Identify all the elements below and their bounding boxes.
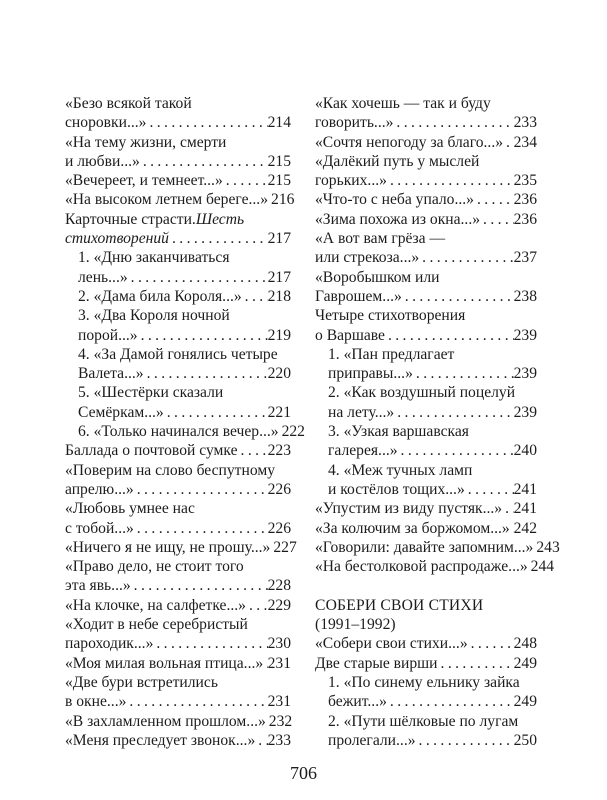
toc-line — [315, 171, 537, 190]
spacer — [315, 576, 537, 595]
dot-leader — [146, 113, 267, 132]
entry-page-number: 250 — [513, 731, 537, 749]
entry-title: 6. «Только начинался вечер...» — [78, 423, 279, 441]
entry-page-number: 221 — [267, 403, 291, 421]
entry-title: «Собери свои стихи...» — [315, 635, 468, 653]
toc-line — [315, 654, 537, 673]
toc-line — [65, 576, 291, 595]
toc-line — [315, 364, 537, 383]
toc-line — [315, 287, 537, 306]
entry-page-number: 242 — [513, 519, 537, 537]
entry-title: 2. «Как воздушный поцелуй — [328, 384, 516, 402]
toc-line — [65, 422, 305, 441]
entry-title: бежит...» — [328, 693, 387, 711]
entry-title: «На высоком летнем береге...» — [65, 191, 269, 209]
toc-line — [315, 692, 537, 711]
dot-leader — [134, 480, 268, 499]
entry-page-number: 234 — [513, 133, 537, 151]
entry-title-italic: стихотворений — [65, 230, 169, 248]
toc-line — [315, 422, 537, 441]
entry-title: 1. «Пан предлагает — [328, 345, 455, 363]
dot-leader — [140, 152, 268, 171]
entry-title: «Любовь умнее нас — [65, 500, 195, 518]
dot-leader — [393, 113, 513, 132]
entry-title: эта явь...» — [65, 577, 131, 595]
entry-title: на лету...» — [328, 403, 395, 421]
dot-leader — [126, 692, 267, 711]
toc-line — [315, 383, 537, 402]
entry-title: Семёркам...» — [78, 403, 164, 421]
toc-line — [315, 731, 537, 750]
toc-line — [65, 190, 295, 209]
entry-title: «Говорили: давайте запомним...» — [315, 538, 534, 556]
toc-line — [65, 268, 291, 287]
entry-title: порой...» — [78, 326, 138, 344]
dot-leader — [238, 441, 268, 460]
toc-line — [315, 190, 537, 209]
entry-title: 2. «Пути шёлковые по лугам — [328, 712, 519, 730]
entry-title: «Меня преследует звонок...» — [65, 731, 256, 749]
toc-line — [65, 229, 291, 248]
toc-line — [65, 210, 291, 229]
entry-title: галерея...» — [328, 442, 398, 460]
dot-leader — [468, 634, 514, 653]
toc-line — [65, 152, 291, 171]
entry-page-number: 243 — [536, 538, 560, 556]
entry-title: Две старые вирши — [315, 654, 438, 672]
dot-leader — [246, 596, 268, 615]
toc-line — [315, 615, 537, 634]
entry-title: Валета...» — [78, 365, 144, 383]
entry-page-number: 235 — [513, 172, 537, 190]
entry-title: «Вечереет, и темнеет...» — [65, 172, 223, 190]
entry-title: «Как хочешь — так и буду — [315, 95, 491, 112]
toc-line — [65, 519, 291, 538]
entry-title: «Ничего я не ищу, не прошу...» — [65, 538, 271, 556]
entry-title: «В захламленном прошлом...» — [65, 712, 266, 730]
toc-line — [315, 326, 537, 345]
dot-leader — [242, 287, 268, 306]
entry-page-number: 248 — [513, 635, 537, 653]
entry-page-number: 236 — [513, 210, 537, 228]
entry-title: «На тему жизни, смерти — [65, 133, 227, 151]
toc-line — [315, 268, 537, 287]
entry-page-number: 231 — [267, 693, 291, 711]
toc-line — [65, 113, 291, 132]
toc-line — [315, 538, 560, 557]
entry-title: говорить...» — [315, 114, 394, 132]
toc-line — [65, 654, 291, 673]
toc-line — [65, 403, 291, 422]
toc-line — [65, 557, 291, 576]
entry-title: «Что-то с неба упало...» — [315, 191, 474, 209]
toc-left-column — [65, 94, 305, 750]
entry-title: Четыре стихотворения — [315, 307, 466, 325]
entry-title: «Моя милая вольная птица...» — [65, 654, 264, 672]
toc-line — [315, 634, 537, 653]
section-heading — [315, 596, 537, 615]
toc-line — [65, 615, 291, 634]
toc-line — [65, 634, 291, 653]
toc-right-column — [315, 94, 560, 750]
entry-page-number: 239 — [513, 365, 537, 383]
toc-line — [65, 461, 291, 480]
entry-page-number: 236 — [513, 191, 537, 209]
dot-leader — [419, 248, 513, 267]
toc-line — [315, 480, 537, 499]
entry-title: «Упустим из виду пустяк...» — [315, 500, 503, 518]
dot-leader — [169, 229, 268, 248]
toc-line — [65, 499, 291, 518]
toc-line — [65, 94, 291, 113]
toc-line — [65, 326, 291, 345]
entry-page-number: 241 — [513, 480, 537, 498]
entry-page-number: 249 — [513, 693, 537, 711]
entry-title: 2. «Дама била Короля...» — [78, 287, 242, 305]
toc-line — [65, 287, 291, 306]
dot-leader — [387, 692, 514, 711]
toc-line — [315, 519, 537, 538]
toc-line — [315, 133, 537, 152]
toc-line — [65, 248, 291, 267]
entry-page-number: 222 — [281, 423, 305, 441]
entry-title: СОБЕРИ СВОИ СТИХИ — [315, 596, 484, 614]
toc-line — [315, 712, 537, 731]
entry-title: в окне...» — [65, 693, 127, 711]
entry-page-number: 241 — [513, 500, 537, 518]
entry-title: 3. «Два Короля ночной — [78, 307, 230, 325]
toc-line — [65, 364, 291, 383]
entry-page-number: 223 — [267, 442, 291, 460]
toc-line — [65, 538, 297, 557]
page-number: 706 — [290, 763, 317, 783]
toc-line — [315, 113, 537, 132]
entry-title: пролегали...» — [328, 731, 416, 749]
entry-title: «Поверим на слово беспутному — [65, 461, 275, 479]
toc-line — [315, 461, 537, 480]
entry-title: 3. «Узкая варшавская — [328, 423, 469, 441]
entry-title-italic: Шесть — [195, 210, 245, 228]
entry-title: «Воробышком или — [315, 268, 440, 286]
entry-page-number: 244 — [530, 558, 555, 576]
toc-line — [315, 441, 537, 460]
entry-page-number: 233 — [267, 731, 291, 749]
entry-page-number: 233 — [513, 114, 537, 132]
toc-line — [315, 673, 537, 692]
entry-page-number: 218 — [267, 287, 291, 305]
entry-page-number: 238 — [513, 287, 537, 305]
entry-title: «А вот вам грёза — — [315, 230, 446, 248]
entry-title: 4. «За Дамой гонялись четыре — [78, 345, 278, 363]
dot-leader — [164, 403, 268, 422]
toc-line — [65, 133, 291, 152]
dot-leader — [503, 133, 514, 152]
entry-page-number: 215 — [267, 152, 291, 170]
entry-title: или стрекоза...» — [315, 249, 420, 267]
dot-leader — [138, 326, 268, 345]
entry-title: «Далёкий путь у мыслей — [315, 152, 480, 170]
entry-page-number: 232 — [268, 712, 293, 730]
toc-line — [315, 152, 537, 171]
entry-page-number: 219 — [267, 326, 291, 344]
toc-line — [315, 306, 537, 325]
dot-leader — [438, 654, 514, 673]
entry-title: горьких...» — [315, 172, 387, 190]
entry-page-number: 220 — [267, 365, 291, 383]
entry-title: 5. «Шестёрки сказали — [78, 384, 224, 402]
dot-leader — [402, 287, 514, 306]
dot-leader — [131, 576, 268, 595]
toc-line — [315, 248, 537, 267]
toc-line — [315, 499, 537, 518]
entry-page-number: 215 — [267, 172, 291, 190]
dot-leader — [413, 364, 514, 383]
entry-title: Гаврошем...» — [315, 287, 402, 305]
dot-leader — [385, 326, 514, 345]
entry-title: «На бестолковой распродаже...» — [315, 558, 528, 576]
entry-title: и любви...» — [65, 152, 140, 170]
dot-leader — [502, 499, 514, 518]
entry-page-number: 239 — [513, 326, 537, 344]
entry-page-number: 230 — [267, 635, 291, 653]
entry-title: с тобой...» — [65, 519, 134, 537]
toc-line — [315, 557, 555, 576]
toc-line — [65, 306, 291, 325]
dot-leader — [255, 731, 267, 750]
entry-title: (1991–1992) — [315, 616, 396, 634]
entry-title: «Безо всякой такой — [65, 95, 192, 112]
entry-page-number: 239 — [513, 403, 537, 421]
entry-page-number: 216 — [271, 191, 295, 209]
dot-leader — [416, 731, 514, 750]
entry-title: «Две бури встретились — [65, 673, 218, 691]
entry-title: сноровки...» — [65, 114, 147, 132]
entry-title: пароходик...» — [65, 635, 154, 653]
toc-line — [65, 596, 291, 615]
entry-page-number: 229 — [267, 596, 291, 614]
entry-page-number: 237 — [513, 249, 537, 267]
entry-title: 1. «По синему ельнику зайка — [328, 673, 520, 691]
entry-page-number: 226 — [267, 519, 291, 537]
entry-title: «Зима похожа из окна...» — [315, 210, 481, 228]
entry-page-number: 214 — [267, 114, 291, 132]
dot-leader — [465, 480, 514, 499]
dot-leader — [144, 364, 268, 383]
toc-line — [65, 731, 291, 750]
entry-title: апрелю...» — [65, 480, 134, 498]
toc-line — [65, 480, 291, 499]
entry-title: «На клочке, на салфетке...» — [65, 596, 246, 614]
toc-line — [315, 94, 537, 113]
toc-line — [65, 171, 291, 190]
entry-page-number: 217 — [267, 268, 291, 286]
toc-line — [65, 712, 291, 731]
entry-page-number: 240 — [513, 442, 537, 460]
dot-leader — [480, 210, 514, 229]
dot-leader — [398, 441, 514, 460]
entry-title: «Ходит в небе серебристый — [65, 616, 248, 634]
toc-line — [65, 692, 291, 711]
entry-title: «За колючим за боржомом...» — [315, 519, 510, 537]
entry-title: Баллада о почтовой сумке — [65, 442, 238, 460]
toc-line — [65, 441, 291, 460]
toc-line — [65, 673, 291, 692]
toc-line — [315, 345, 537, 364]
dot-leader — [153, 634, 267, 653]
toc-line — [315, 229, 537, 248]
entry-title: о Варшаве — [315, 326, 385, 344]
entry-title: приправы...» — [328, 365, 413, 383]
toc-line — [315, 403, 537, 422]
dot-leader — [387, 171, 514, 190]
dot-leader — [394, 403, 513, 422]
entry-title: лень...» — [78, 268, 128, 286]
entry-page-number: 249 — [513, 654, 537, 672]
entry-title: и костёлов тощих...» — [328, 480, 465, 498]
entry-title: 4. «Меж тучных ламп — [328, 461, 473, 479]
dot-leader — [223, 171, 268, 190]
entry-title: Карточные страсти. — [65, 210, 196, 228]
dot-leader — [474, 190, 514, 209]
dot-leader — [128, 268, 268, 287]
entry-title: 1. «Дню заканчиваться — [78, 249, 230, 267]
toc-line — [65, 383, 291, 402]
entry-page-number: 228 — [267, 577, 291, 595]
entry-title: «Сочтя непогоду за благо...» — [315, 133, 504, 151]
toc-line — [315, 210, 537, 229]
entry-page-number: 226 — [267, 480, 291, 498]
entry-page-number: 227 — [273, 538, 297, 556]
dot-leader — [134, 519, 268, 538]
entry-page-number: 231 — [267, 654, 291, 672]
entry-title: «Право дело, не стоит того — [65, 558, 244, 576]
toc-line — [65, 345, 291, 364]
entry-page-number: 217 — [267, 230, 291, 248]
